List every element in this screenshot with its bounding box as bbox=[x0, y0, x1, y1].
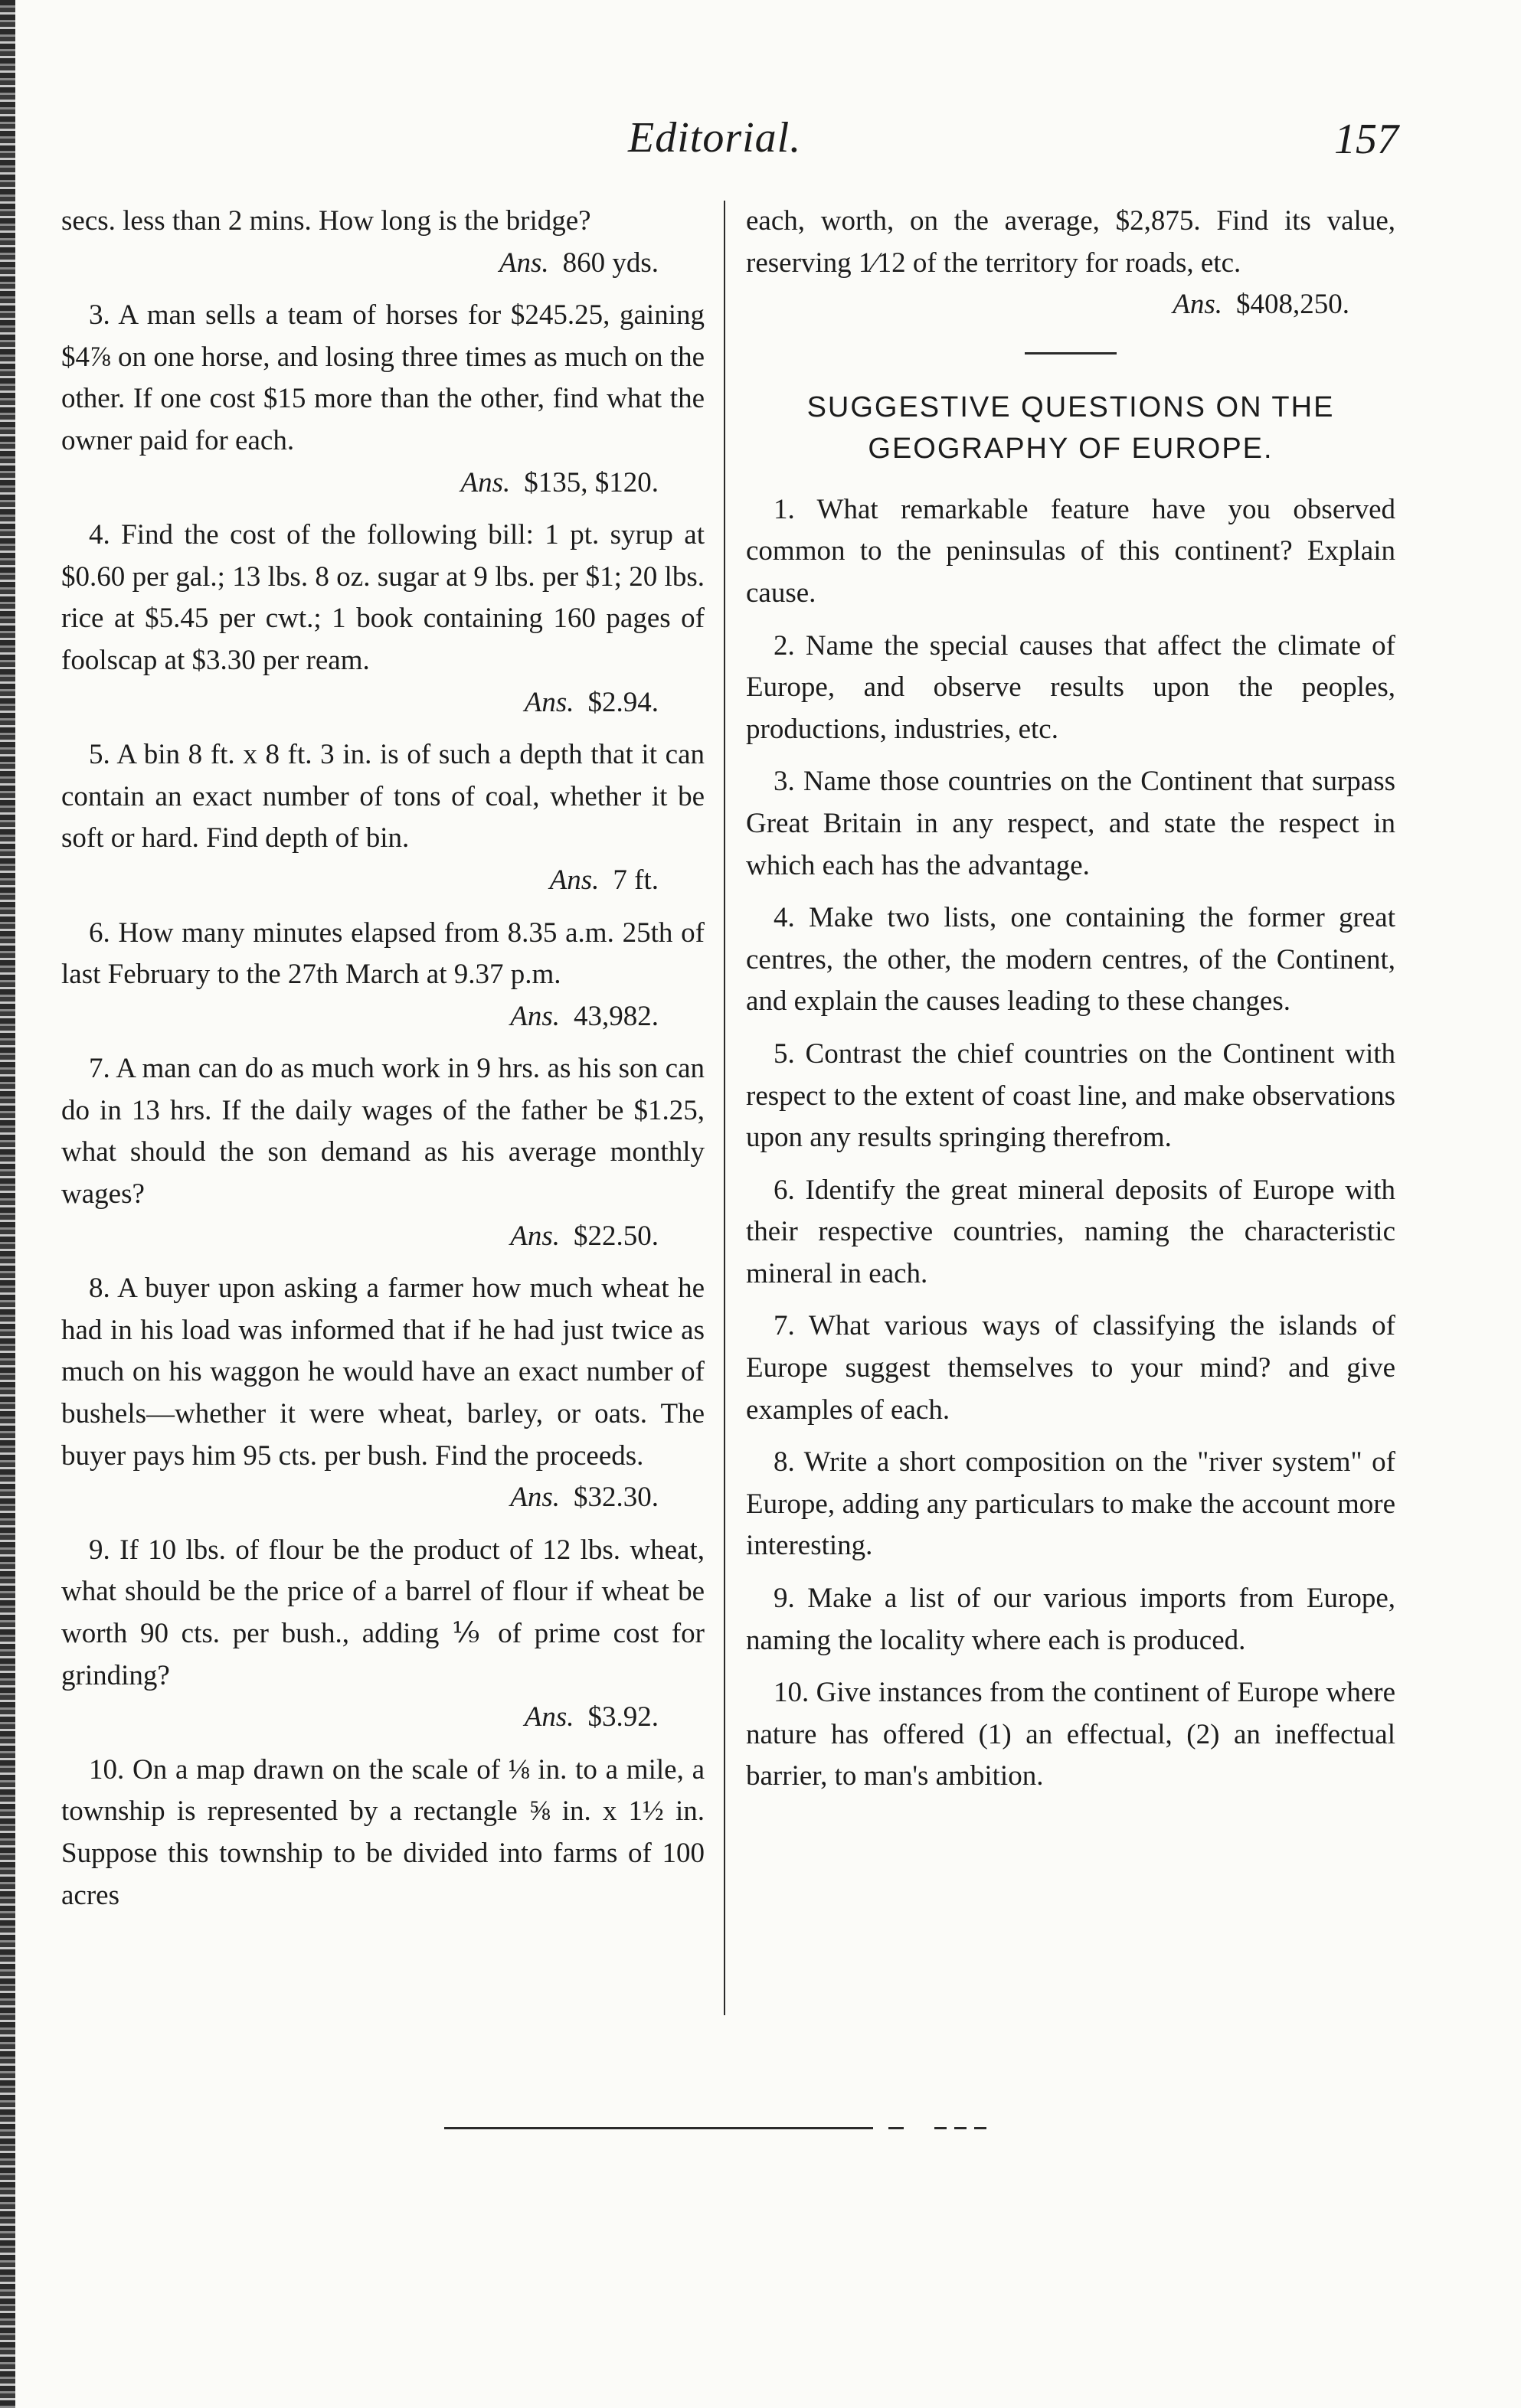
problem-item bbox=[61, 1750, 705, 1916]
answer-label: Ans. bbox=[510, 1000, 560, 1032]
question-item: 6. Identify the great mineral deposits of Europe with their respective countries, naming the characteristic mineral in each. bbox=[746, 1174, 1395, 1289]
answer-value: $32.30. bbox=[574, 1482, 659, 1514]
question-list bbox=[746, 489, 1395, 1798]
question-item: 8. Write a short composition on the "river system" of Europe, adding any particulars to make the account more interesting. bbox=[746, 1446, 1395, 1562]
answer-value: $3.92. bbox=[587, 1701, 659, 1733]
section-heading: SUGGESTIVE QUESTIONS ON THE GEOGRAPHY OF EUROPE. bbox=[806, 390, 1335, 465]
question-item: 1. What remarkable feature have you observed common to the peninsulas of this continent? Explain cause. bbox=[746, 493, 1395, 609]
problem-answer bbox=[61, 860, 705, 902]
problem-item bbox=[61, 295, 705, 504]
problem-answer bbox=[61, 1697, 705, 1739]
bottom-rule-dash bbox=[954, 2127, 967, 2129]
answer-value: $135, $120. bbox=[524, 466, 659, 498]
question-item: 7. What various ways of classifying the islands of Europe suggest themselves to your mind? and give examples of each. bbox=[746, 1310, 1395, 1426]
answer-value: $2.94. bbox=[587, 686, 659, 718]
problem-list bbox=[61, 295, 705, 1916]
right-lead-text: each, worth, on the average, $2,875. Find its value, reserving 1⁄12 of the territory for roads, etc. bbox=[746, 205, 1395, 279]
problem-answer bbox=[61, 462, 705, 505]
question-item: 9. Make a list of our various imports from Europe, naming the locality where each is produced. bbox=[746, 1583, 1395, 1656]
problem-text: 5. A bin 8 ft. x 8 ft. 3 in. is of such a depth that it can contain an exact number of tons of coal, whether it be soft or hard. Find depth of bin. bbox=[61, 739, 705, 854]
problem-item bbox=[61, 734, 705, 901]
answer-label: Ans. bbox=[460, 466, 511, 498]
right-lead-answer bbox=[746, 284, 1395, 326]
problem-item bbox=[61, 515, 705, 724]
problem-item bbox=[61, 1268, 705, 1519]
left-column bbox=[61, 201, 705, 1927]
bottom-rule-dash bbox=[888, 2127, 904, 2129]
left-lead-answer bbox=[61, 243, 705, 285]
answer-value: $408,250. bbox=[1236, 289, 1349, 321]
question-item: 2. Name the special causes that affect the climate of Europe, and observe results upon the peoples, productions, industries, etc. bbox=[746, 629, 1395, 745]
answer-value: 43,982. bbox=[574, 1000, 659, 1032]
right-column bbox=[746, 201, 1395, 1808]
column-divider bbox=[724, 201, 725, 2015]
answer-label: Ans. bbox=[549, 864, 600, 896]
question-item: 5. Contrast the chief countries on the Continent with respect to the extent of coast line, and make observations upon any results springing therefrom. bbox=[746, 1037, 1395, 1154]
answer-label: Ans. bbox=[510, 1220, 560, 1252]
bottom-rule-dash bbox=[934, 2127, 947, 2129]
answer-value: $22.50. bbox=[574, 1220, 659, 1252]
left-lead-text: secs. less than 2 mins. How long is the bridge? bbox=[61, 205, 591, 237]
section-divider-rule bbox=[1025, 352, 1117, 355]
page-number: 157 bbox=[1334, 116, 1398, 163]
problem-item bbox=[61, 1530, 705, 1739]
problem-text: 4. Find the cost of the following bill: 1 pt. syrup at $0.60 per gal.; 13 lbs. 8 oz. sugar at 9 lbs. per $1; 20 lbs. rice at $5.45 per cwt.; 1 book containing 160 pages of foolscap at $3.30 per ream. bbox=[61, 519, 705, 676]
left-lead-paragraph bbox=[61, 201, 705, 284]
problem-text: 10. On a map drawn on the scale of ⅛ in. to a mile, a township is represented by a rectangle ⅝ in. x 1½ in. Suppose this township to be divided into farms of 100 acres bbox=[61, 1753, 705, 1911]
running-header-title: Editorial. bbox=[628, 114, 802, 162]
bottom-rule-dash bbox=[974, 2127, 986, 2129]
problem-text: 3. A man sells a team of horses for $245.25, gaining $4⅞ on one horse, and losing three times as much on the other. If one cost $15 more than the other, find what the owner paid for each. bbox=[61, 299, 705, 456]
answer-label: Ans. bbox=[524, 686, 574, 718]
answer-value: 860 yds. bbox=[562, 247, 659, 279]
question-item: 3. Name those countries on the Continent that surpass Great Britain in any respect, and state the respect in which each has the advantage. bbox=[746, 766, 1395, 881]
question-item: 4. Make two lists, one containing the former great centres, the other, the modern centres, of the Continent, and explain the causes leading to these changes. bbox=[746, 902, 1395, 1018]
answer-label: Ans. bbox=[1173, 289, 1222, 321]
problem-item bbox=[61, 1048, 705, 1257]
answer-label: Ans. bbox=[499, 247, 549, 279]
problem-text: 7. A man can do as much work in 9 hrs. as his son can do in 13 hrs. If the daily wages of the father be $1.25, what should the son demand as his average monthly wages? bbox=[61, 1053, 705, 1211]
problem-item bbox=[61, 913, 705, 1038]
problem-answer bbox=[61, 1477, 705, 1519]
problem-text: 9. If 10 lbs. of flour be the product of 12 lbs. wheat, what should be the price of a barrel of flour if wheat be worth 90 cts. per bush., adding ⅑ of prime cost for grinding? bbox=[61, 1534, 705, 1691]
problem-text: 6. How many minutes elapsed from 8.35 a.m. 25th of last February to the 27th March at 9.37 p.m. bbox=[61, 916, 705, 991]
problem-answer bbox=[61, 682, 705, 724]
bottom-rule bbox=[444, 2127, 873, 2129]
answer-value: 7 ft. bbox=[613, 864, 659, 896]
binding-edge bbox=[0, 0, 15, 2408]
answer-label: Ans. bbox=[510, 1482, 560, 1514]
problem-answer bbox=[61, 996, 705, 1038]
answer-label: Ans. bbox=[524, 1701, 574, 1733]
question-item: 10. Give instances from the continent of Europe where nature has offered (1) an effectual, (2) an ineffectual barrier, to man's ambition. bbox=[746, 1677, 1395, 1792]
right-lead-paragraph bbox=[746, 201, 1395, 326]
problem-answer bbox=[61, 1216, 705, 1258]
problem-text: 8. A buyer upon asking a farmer how much wheat he had in his load was informed that if he had just twice as much on his waggon he would have an exact number of bushels—whether it were wheat, barley, or oats. The buyer pays him 95 cts. per bush. Find the proceeds. bbox=[61, 1273, 705, 1472]
